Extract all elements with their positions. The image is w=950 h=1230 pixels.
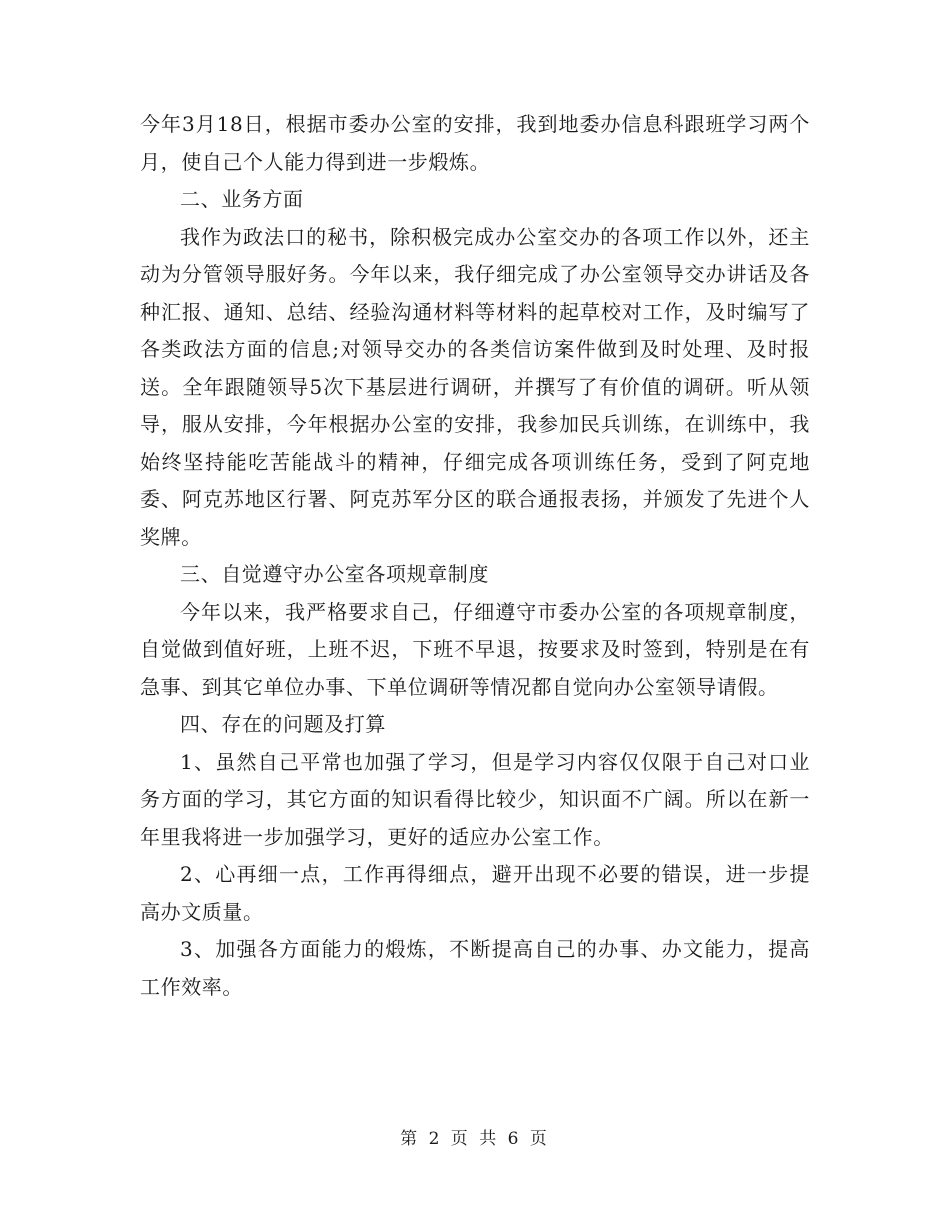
section-heading-rules: 三、自觉遵守办公室各项规章制度 bbox=[180, 562, 489, 586]
paragraph-business: 我作为政法口的秘书，除积极完成办公室交办的各项工作以外，还主动为分管领导服好务。今年以来，我仔细完成了办公室领导交办讲话及各种汇报、通知、总结、经验沟通材料等材料的起草校对工作，及时编写了各类政法方面的信息;对领导交办的各类信访案件做到及时处理、及时报送。全年跟随领导5次下基层进行调研，并撰写了有价值的调研。听从领导，服从安排，今年根据办公室的安排，我参加民兵训练，在训练中，我始终坚持能吃苦能战斗的精神，仔细完成各项训练任务，受到了阿克地委、阿克苏地区行署、阿克苏军分区的联合通报表扬，并颁发了先进个人奖牌。 bbox=[140, 224, 810, 549]
paragraph-problem-1: 1、虽然自己平常也加强了学习，但是学习内容仅仅限于自己对口业务方面的学习，其它方面的知识看得比较少，知识面不广阔。所以在新一年里我将进一步加强学习，更好的适应办公室工作。 bbox=[140, 749, 810, 849]
paragraph-problem-3: 3、加强各方面能力的煅炼，不断提高自己的办事、办文能力，提高工作效率。 bbox=[140, 937, 810, 999]
page-number-footer: 第 2 页 共 6 页 bbox=[400, 1129, 550, 1149]
paragraph-rules: 今年以来，我严格要求自己，仔细遵守市委办公室的各项规章制度，自觉做到值好班，上班不迟，下班不早退，按要求及时签到，特别是在有急事、到其它单位办事、下单位调研等情况都自觉向办公室领导请假。 bbox=[140, 599, 810, 699]
paragraph-problem-2: 2、心再细一点，工作再得细点，避开出现不必要的错误，进一步提高办文质量。 bbox=[140, 862, 810, 924]
section-heading-business: 二、业务方面 bbox=[180, 187, 304, 211]
section-heading-problems: 四、存在的问题及打算 bbox=[180, 712, 386, 736]
paragraph-intro-continuation: 今年3月18日，根据市委办公室的安排，我到地委办信息科跟班学习两个月，使自己个人能力得到进一步煅炼。 bbox=[140, 112, 810, 174]
document-body bbox=[140, 106, 810, 1006]
